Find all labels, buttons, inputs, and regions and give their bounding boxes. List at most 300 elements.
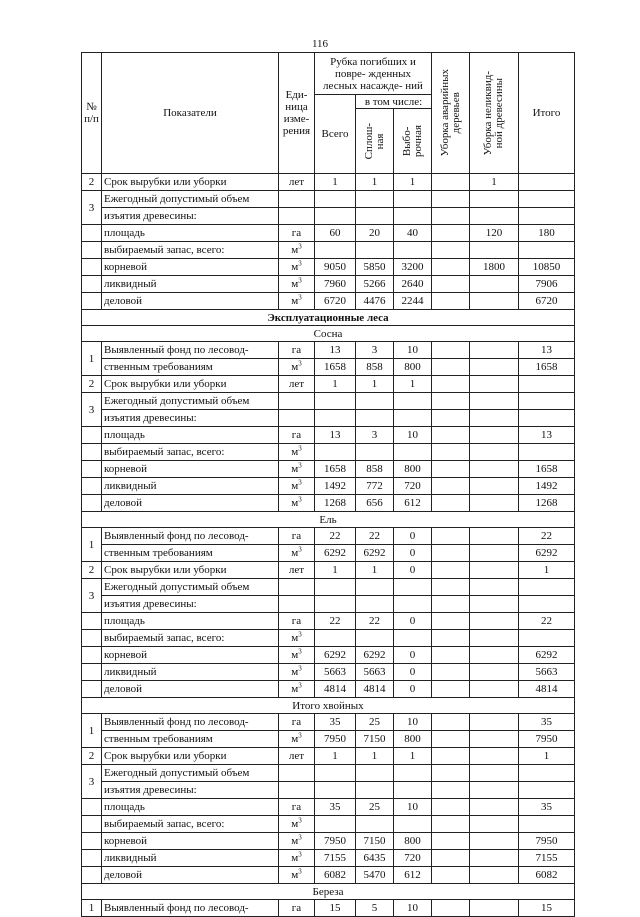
value-total: 1 [315,562,356,579]
table-row [82,225,575,242]
value-avariynye [432,647,470,664]
value-avariynye [432,562,470,579]
row-label: Ежегодный допустимый объем [102,579,279,596]
row-number: 1 [82,900,102,917]
row-unit [279,579,315,596]
value-itogo: 7950 [519,833,575,850]
value-nelikvid [470,816,519,833]
value-vyborochnaya: 1 [394,748,432,765]
value-nelikvid [470,208,519,225]
value-avariynye [432,259,470,276]
value-vyborochnaya: 612 [394,867,432,884]
row-unit: $м^3$ [279,293,315,310]
value-total: 22 [315,528,356,545]
section-heading: Береза [82,884,575,900]
value-sploshnaya [356,782,394,799]
value-sploshnaya: 22 [356,528,394,545]
table-row [82,579,575,596]
value-itogo: 35 [519,799,575,816]
row-number: 1 [82,342,102,376]
value-sploshnaya: 7150 [356,833,394,850]
row-number [82,867,102,884]
value-sploshnaya: 3 [356,427,394,444]
value-nelikvid [470,867,519,884]
value-itogo [519,596,575,613]
table-row [82,562,575,579]
table-row [82,613,575,630]
value-vyborochnaya: 0 [394,545,432,562]
value-avariynye [432,782,470,799]
table-row [82,427,575,444]
value-sploshnaya [356,596,394,613]
value-avariynye [432,833,470,850]
value-itogo: 7906 [519,276,575,293]
value-nelikvid [470,647,519,664]
value-nelikvid [470,495,519,512]
row-number: 1 [82,528,102,562]
value-nelikvid [470,748,519,765]
row-unit: $м^3$ [279,461,315,478]
value-sploshnaya: 5266 [356,276,394,293]
table-row [82,259,575,276]
table-row [82,782,575,799]
value-nelikvid [470,342,519,359]
value-itogo: 15 [519,900,575,917]
value-sploshnaya: 858 [356,359,394,376]
value-vyborochnaya: 720 [394,478,432,495]
value-nelikvid [470,681,519,698]
value-total [315,191,356,208]
value-total: 7155 [315,850,356,867]
value-total: 1658 [315,461,356,478]
value-avariynye [432,664,470,681]
value-itogo: 1658 [519,461,575,478]
value-nelikvid [470,664,519,681]
value-sploshnaya: 6435 [356,850,394,867]
row-label: ликвидный [102,664,279,681]
row-label: Выявленный фонд по лесовод- [102,528,279,545]
value-avariynye [432,461,470,478]
value-vyborochnaya: 0 [394,562,432,579]
value-nelikvid [470,799,519,816]
row-number [82,630,102,647]
value-total [315,208,356,225]
value-vyborochnaya: 800 [394,731,432,748]
table-row [82,461,575,478]
value-vyborochnaya: 10 [394,900,432,917]
value-itogo [519,579,575,596]
value-vyborochnaya: 10 [394,799,432,816]
value-vyborochnaya: 800 [394,461,432,478]
value-sploshnaya: 772 [356,478,394,495]
row-unit: $м^3$ [279,259,315,276]
value-avariynye [432,376,470,393]
value-total: 1268 [315,495,356,512]
row-unit: га [279,613,315,630]
value-sploshnaya [356,630,394,647]
value-vyborochnaya: 2244 [394,293,432,310]
value-vyborochnaya: 2640 [394,276,432,293]
value-avariynye [432,342,470,359]
header-total: Всего [315,95,356,174]
value-itogo [519,816,575,833]
value-nelikvid [470,596,519,613]
value-itogo: 7950 [519,731,575,748]
value-total: 7950 [315,731,356,748]
value-nelikvid [470,579,519,596]
value-nelikvid [470,528,519,545]
table-row [82,647,575,664]
value-avariynye [432,731,470,748]
value-itogo: 1658 [519,359,575,376]
table-row [82,596,575,613]
value-total: 5663 [315,664,356,681]
value-avariynye [432,478,470,495]
row-number: 3 [82,393,102,427]
header-unit: Еди- ница изме- рения [279,53,315,174]
row-label: Срок вырубки или уборки [102,174,279,191]
value-vyborochnaya [394,393,432,410]
value-avariynye [432,276,470,293]
row-label: ликвидный [102,850,279,867]
value-total: 6082 [315,867,356,884]
table-row [82,765,575,782]
value-total [315,630,356,647]
value-itogo: 1 [519,748,575,765]
value-itogo [519,191,575,208]
row-label: площадь [102,225,279,242]
header-num: № п/п [82,53,102,174]
row-number [82,799,102,816]
table-row [82,630,575,647]
value-avariynye [432,208,470,225]
value-avariynye [432,900,470,917]
value-nelikvid [470,410,519,427]
header-itogo: Итого [519,53,575,174]
value-sploshnaya [356,191,394,208]
value-sploshnaya: 1 [356,748,394,765]
row-unit: га [279,528,315,545]
row-number [82,664,102,681]
value-vyborochnaya [394,191,432,208]
value-vyborochnaya [394,782,432,799]
section-heading: Эксплуатационные леса [82,310,575,326]
table-row [82,731,575,748]
value-sploshnaya: 656 [356,495,394,512]
table-row [82,342,575,359]
value-sploshnaya: 6292 [356,647,394,664]
value-nelikvid [470,782,519,799]
table-row [82,242,575,259]
value-total: 1 [315,748,356,765]
value-total: 7950 [315,833,356,850]
value-nelikvid [470,427,519,444]
table-row [82,833,575,850]
value-total: 1492 [315,478,356,495]
header-avariynye: Уборка аварийных деревьев [432,53,470,174]
row-number: 1 [82,714,102,748]
value-total [315,410,356,427]
value-vyborochnaya [394,579,432,596]
row-label: изъятия древесины: [102,782,279,799]
value-sploshnaya [356,765,394,782]
row-number: 2 [82,748,102,765]
row-unit: $м^3$ [279,833,315,850]
table-row [82,376,575,393]
value-sploshnaya [356,444,394,461]
value-sploshnaya: 1 [356,562,394,579]
value-itogo [519,782,575,799]
row-unit: $м^3$ [279,630,315,647]
value-nelikvid [470,242,519,259]
value-avariynye [432,528,470,545]
value-avariynye [432,765,470,782]
value-itogo: 1492 [519,478,575,495]
row-number [82,444,102,461]
value-vyborochnaya [394,444,432,461]
value-itogo: 4814 [519,681,575,698]
row-number [82,681,102,698]
value-nelikvid [470,900,519,917]
row-number [82,293,102,310]
value-itogo [519,410,575,427]
value-nelikvid [470,562,519,579]
value-nelikvid [470,765,519,782]
value-vyborochnaya: 800 [394,359,432,376]
value-sploshnaya: 5850 [356,259,394,276]
row-label: корневой [102,647,279,664]
value-itogo: 1 [519,562,575,579]
table-row [82,478,575,495]
row-unit: $м^3$ [279,276,315,293]
row-unit: лет [279,376,315,393]
table-row [82,208,575,225]
row-label: выбираемый запас, всего: [102,630,279,647]
value-nelikvid [470,731,519,748]
row-unit [279,782,315,799]
header-in-total: в том числе: [356,95,432,109]
table-row [82,444,575,461]
row-label: Ежегодный допустимый объем [102,393,279,410]
row-number [82,833,102,850]
forest-table [81,52,575,917]
row-label: изъятия древесины: [102,410,279,427]
row-number [82,461,102,478]
value-total: 1 [315,174,356,191]
row-unit: лет [279,562,315,579]
value-total [315,596,356,613]
row-unit: $м^3$ [279,867,315,884]
value-itogo: 180 [519,225,575,242]
row-number [82,613,102,630]
value-avariynye [432,596,470,613]
value-total: 9050 [315,259,356,276]
row-unit: $м^3$ [279,850,315,867]
value-nelikvid [470,833,519,850]
value-vyborochnaya: 1 [394,376,432,393]
row-label: Срок вырубки или уборки [102,562,279,579]
row-label: деловой [102,293,279,310]
value-nelikvid [470,359,519,376]
value-itogo: 22 [519,613,575,630]
value-total [315,242,356,259]
table-row [82,276,575,293]
row-label: выбираемый запас, всего: [102,444,279,461]
section-heading: Сосна [82,326,575,342]
table-row [82,359,575,376]
row-unit [279,765,315,782]
value-avariynye [432,293,470,310]
value-itogo: 6720 [519,293,575,310]
table-row [82,900,575,917]
row-unit: $м^3$ [279,444,315,461]
value-itogo: 7155 [519,850,575,867]
value-total: 6292 [315,647,356,664]
row-label: Срок вырубки или уборки [102,748,279,765]
value-itogo [519,242,575,259]
row-number [82,276,102,293]
row-unit: $м^3$ [279,495,315,512]
row-label: ликвидный [102,276,279,293]
row-label: Срок вырубки или уборки [102,376,279,393]
value-vyborochnaya: 3200 [394,259,432,276]
section-heading: Итого хвойных [82,698,575,714]
row-unit: $м^3$ [279,731,315,748]
value-vyborochnaya [394,765,432,782]
table-row [82,545,575,562]
row-label: ликвидный [102,478,279,495]
value-total: 35 [315,714,356,731]
row-unit: $м^3$ [279,664,315,681]
row-number [82,427,102,444]
value-vyborochnaya: 0 [394,647,432,664]
table-row [82,799,575,816]
value-vyborochnaya: 10 [394,714,432,731]
value-avariynye [432,714,470,731]
value-total: 6720 [315,293,356,310]
value-itogo: 6082 [519,867,575,884]
value-itogo [519,174,575,191]
row-label: Выявленный фонд по лесовод- [102,714,279,731]
value-avariynye [432,242,470,259]
value-vyborochnaya: 800 [394,833,432,850]
value-sploshnaya: 25 [356,799,394,816]
row-label: площадь [102,799,279,816]
row-label: деловой [102,495,279,512]
table-row [82,867,575,884]
value-nelikvid [470,545,519,562]
value-avariynye [432,799,470,816]
row-label: ственным требованиям [102,545,279,562]
table-row [82,714,575,731]
value-avariynye [432,579,470,596]
value-total [315,393,356,410]
value-avariynye [432,427,470,444]
value-nelikvid: 1 [470,174,519,191]
table-row [82,816,575,833]
value-sploshnaya [356,208,394,225]
value-avariynye [432,545,470,562]
table-row [82,293,575,310]
row-unit: га [279,427,315,444]
row-label: корневой [102,461,279,478]
value-avariynye [432,410,470,427]
value-avariynye [432,174,470,191]
value-nelikvid: 120 [470,225,519,242]
row-number: 2 [82,376,102,393]
value-avariynye [432,630,470,647]
value-vyborochnaya: 0 [394,664,432,681]
header-vyborochnaya: Выбо- рочная [394,109,432,174]
value-avariynye [432,867,470,884]
value-avariynye [432,225,470,242]
row-label: Ежегодный допустимый объем [102,191,279,208]
value-vyborochnaya: 0 [394,613,432,630]
value-sploshnaya: 4814 [356,681,394,698]
row-unit: лет [279,174,315,191]
value-vyborochnaya [394,410,432,427]
value-total: 60 [315,225,356,242]
table-row [82,664,575,681]
row-unit: га [279,225,315,242]
row-number [82,816,102,833]
row-unit: $м^3$ [279,478,315,495]
row-unit: га [279,342,315,359]
value-sploshnaya: 20 [356,225,394,242]
value-itogo: 6292 [519,545,575,562]
row-unit: га [279,714,315,731]
value-nelikvid [470,293,519,310]
table-row [82,681,575,698]
value-itogo: 35 [519,714,575,731]
value-sploshnaya: 1 [356,174,394,191]
value-vyborochnaya [394,208,432,225]
value-itogo [519,765,575,782]
value-nelikvid [470,714,519,731]
row-number: 3 [82,579,102,613]
value-vyborochnaya [394,242,432,259]
header-nelikvid: Уборка неликвид- ной древесины [470,53,519,174]
value-total: 1 [315,376,356,393]
value-nelikvid [470,444,519,461]
row-number [82,647,102,664]
value-total [315,782,356,799]
value-sploshnaya [356,816,394,833]
value-itogo: 13 [519,427,575,444]
value-vyborochnaya: 10 [394,427,432,444]
value-sploshnaya [356,579,394,596]
table-row [82,410,575,427]
row-label: ственным требованиям [102,731,279,748]
value-itogo [519,208,575,225]
value-vyborochnaya [394,630,432,647]
row-unit: $м^3$ [279,681,315,698]
value-sploshnaya: 3 [356,342,394,359]
value-avariynye [432,613,470,630]
row-label: площадь [102,613,279,630]
value-sploshnaya: 25 [356,714,394,731]
value-avariynye [432,191,470,208]
value-sploshnaya: 858 [356,461,394,478]
row-unit: $м^3$ [279,359,315,376]
row-label: корневой [102,833,279,850]
value-total [315,579,356,596]
value-nelikvid [470,461,519,478]
value-itogo: 13 [519,342,575,359]
value-avariynye [432,393,470,410]
row-number: 2 [82,562,102,579]
table-row [82,748,575,765]
